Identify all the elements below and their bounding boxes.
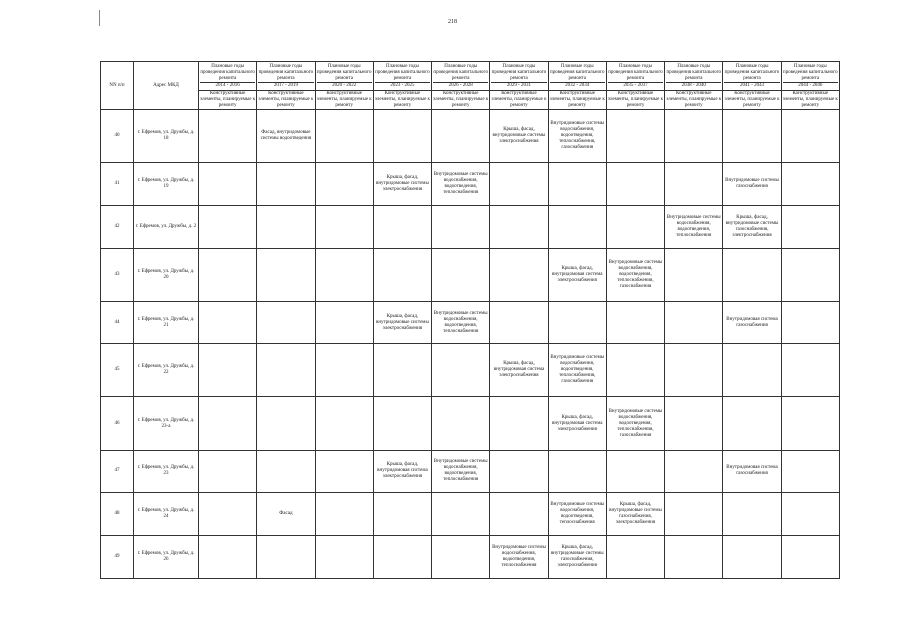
- header-elements-6: Конструктивные элементы, планируемые к ремонту: [491, 91, 547, 108]
- repair-cell: Крыша, фасад, внутридомовая система электроснабжения: [373, 450, 431, 493]
- repair-cell: [548, 163, 606, 206]
- repair-cell: [606, 344, 664, 397]
- header-elements-11: Конструктивные элементы, планируемые к ремонту: [782, 91, 838, 108]
- header-years: 2041 - 2043: [724, 82, 779, 89]
- repair-cell: [257, 163, 315, 206]
- repair-cell: Внутридомовые системы водоснабжения, водоотведения, теплоснабжения, газоснабжения: [548, 344, 606, 397]
- repair-cell: [665, 397, 723, 450]
- repair-cell: [781, 493, 839, 536]
- repair-cell: [723, 397, 781, 450]
- header-period-4: [373, 62, 431, 91]
- repair-cell: [723, 344, 781, 397]
- repair-cell: [665, 248, 723, 301]
- repair-cell: Внутридомовые системы газоснабжения: [723, 163, 781, 206]
- header-elements-5: Конструктивные элементы, планируемые к ремонту: [433, 91, 489, 108]
- repair-cell: [257, 248, 315, 301]
- row-number: 45: [101, 344, 134, 397]
- header-years: 2023 - 2025: [375, 82, 430, 89]
- header-period-8: [606, 62, 664, 91]
- header-period-label: Плановые годы проведения капитального ремонта: [724, 63, 780, 81]
- header-elements-2: Конструктивные элементы, планируемые к ремонту: [258, 91, 314, 108]
- repair-cell: Внутридомовые системы водоснабжения, водоотведения, теплоснабжения: [432, 450, 490, 493]
- row-number: 40: [101, 110, 134, 163]
- repair-cell: Крыша, фасад, внутридомовые системы электроснабжения: [490, 110, 548, 163]
- header-years: 2032 - 2034: [550, 82, 605, 89]
- repair-cell: [199, 450, 257, 493]
- header-years: 2020 - 2022: [317, 82, 372, 89]
- repair-cell: Крыша, фасад, внутридомовая система электроснабжения: [490, 344, 548, 397]
- repair-cell: Внутридомовые системы водоснабжения, водоотведения, теплоснабжения: [548, 493, 606, 536]
- repair-cell: [373, 344, 431, 397]
- table-period-row: [101, 91, 840, 110]
- row-number: 49: [101, 536, 134, 579]
- header-years: 2017 - 2019: [258, 82, 313, 89]
- repair-cell: [199, 248, 257, 301]
- header-period-9: [665, 62, 723, 91]
- repair-cell: [490, 397, 548, 450]
- repair-cell: [490, 248, 548, 301]
- row-address: г. Ефремов, ул. Дружбы, д. 2: [134, 205, 199, 248]
- repair-cell: [781, 344, 839, 397]
- repair-cell: [781, 301, 839, 344]
- repair-cell: [199, 536, 257, 579]
- repair-cell: [781, 205, 839, 248]
- header-elements-9: Конструктивные элементы, планируемые к ремонту: [666, 91, 722, 108]
- header-period-10: [723, 62, 781, 91]
- header-years: 2035 - 2037: [608, 82, 663, 89]
- header-period-label: Плановые годы проведения капитального ремонта: [491, 63, 547, 81]
- header-period-11: [781, 62, 839, 91]
- row-address: г. Ефремов, ул. Дружбы, д. 18: [134, 110, 199, 163]
- header-num: NN п/п: [101, 62, 134, 110]
- repair-cell: Крыша, фасад, внутридомовые системы газоснабжения, электроснабжения: [723, 205, 781, 248]
- row-number: 46: [101, 397, 134, 450]
- repair-cell: Крыша, фасад, внутридомовые системы газоснабжения, электроснабжения: [548, 536, 606, 579]
- repair-cell: Внутридомовые системы водоснабжения, водоотведения, теплоснабжения, газоснабжения: [606, 248, 664, 301]
- repair-cell: [257, 450, 315, 493]
- repair-cell: [432, 205, 490, 248]
- repair-cell: Внутридомовые системы водоснабжения, водоотведения, теплоснабжения: [432, 301, 490, 344]
- repair-cell: Внутридомовая система газоснабжения: [723, 450, 781, 493]
- repair-cell: [373, 110, 431, 163]
- repair-cell: [548, 450, 606, 493]
- repair-cell: [665, 110, 723, 163]
- header-years: 2014 - 2016: [200, 82, 255, 89]
- repair-cell: [315, 344, 373, 397]
- repair-cell: [781, 248, 839, 301]
- header-period-label: Плановые годы проведения капитального ремонта: [433, 63, 488, 81]
- header-period-2: [257, 62, 315, 91]
- repair-cell: [199, 344, 257, 397]
- repair-cell: [315, 493, 373, 536]
- header-period-label: Плановые годы проведения капитального ремонта: [666, 63, 722, 81]
- header-period-label: Плановые годы проведения капитального ремонта: [608, 63, 663, 81]
- header-elements-3: Конструктивные элементы, планируемые к ремонту: [316, 91, 372, 108]
- repair-cell: [373, 397, 431, 450]
- capital-repair-plan-table: [100, 61, 840, 579]
- header-period-label: Плановые годы проведения капитального ремонта: [316, 63, 372, 81]
- row-address: г. Ефремов, ул. Дружбы, д. 23: [134, 450, 199, 493]
- repair-cell: [606, 163, 664, 206]
- repair-cell: [315, 163, 373, 206]
- repair-cell: [781, 450, 839, 493]
- table-row: [101, 493, 840, 536]
- repair-cell: [606, 536, 664, 579]
- repair-cell: [315, 248, 373, 301]
- header-elements-7: Конструктивные элементы, планируемые к ремонту: [549, 91, 605, 108]
- row-number: 41: [101, 163, 134, 206]
- repair-cell: [315, 536, 373, 579]
- repair-cell: [606, 110, 664, 163]
- repair-cell: [723, 536, 781, 579]
- table-row: [101, 110, 840, 163]
- header-years: 2029 - 2031: [491, 82, 546, 89]
- repair-cell: [257, 397, 315, 450]
- repair-cell: Фасад: [257, 493, 315, 536]
- repair-cell: [490, 493, 548, 536]
- repair-cell: [432, 536, 490, 579]
- header-years: 2038 - 2040: [666, 82, 721, 89]
- repair-cell: [665, 163, 723, 206]
- repair-cell: [548, 205, 606, 248]
- repair-cell: [490, 450, 548, 493]
- repair-cell: [199, 110, 257, 163]
- repair-cell: [373, 536, 431, 579]
- repair-cell: [781, 163, 839, 206]
- repair-cell: [432, 110, 490, 163]
- repair-cell: [490, 205, 548, 248]
- header-period-label: Плановые годы проведения капитального ремонта: [375, 63, 430, 81]
- repair-cell: [432, 248, 490, 301]
- header-period-3: [315, 62, 373, 91]
- repair-cell: [781, 397, 839, 450]
- table-row: [101, 536, 840, 579]
- repair-cell: Крыша, фасад, внутридомовые системы газоснабжения, электроснабжения: [606, 493, 664, 536]
- table-header-row: [101, 62, 840, 91]
- header-period-label: Плановые годы проведения капитального ремонта: [258, 63, 314, 81]
- repair-cell: [665, 344, 723, 397]
- repair-cell: [432, 493, 490, 536]
- repair-cell: Внутридомовые системы водоснабжения, водоотведения, теплоснабжения: [432, 163, 490, 206]
- header-period-5: [432, 62, 490, 91]
- repair-cell: [606, 301, 664, 344]
- repair-cell: [665, 450, 723, 493]
- repair-cell: [257, 301, 315, 344]
- header-period-6: [490, 62, 548, 91]
- repair-cell: [315, 205, 373, 248]
- repair-cell: [315, 301, 373, 344]
- repair-cell: Внутридомовые системы водоснабжения, водоотведения, теплоснабжения, газоснабжения: [548, 110, 606, 163]
- repair-cell: [490, 301, 548, 344]
- header-elements-4: Конструктивные элементы, планируемые к ремонту: [374, 91, 430, 108]
- repair-cell: Внутридомовая система газоснабжения: [723, 301, 781, 344]
- header-period-label: Плановые годы проведения капитального ремонта: [549, 63, 605, 81]
- repair-cell: [432, 344, 490, 397]
- repair-cell: [432, 397, 490, 450]
- table-row: [101, 344, 840, 397]
- header-elements-1: Конструктивные элементы, планируемые к ремонту: [200, 91, 256, 108]
- repair-cell: Внутридомовые системы водоснабжения, водоотведения, теплоснабжения: [665, 205, 723, 248]
- table-row: [101, 301, 840, 344]
- repair-cell: [315, 110, 373, 163]
- row-address: г. Ефремов, ул. Дружбы, д. 24: [134, 493, 199, 536]
- table-row: [101, 205, 840, 248]
- repair-cell: Крыша, фасад, внутридомовая система электроснабжения: [548, 397, 606, 450]
- repair-cell: [665, 536, 723, 579]
- header-period-7: [548, 62, 606, 91]
- row-number: 47: [101, 450, 134, 493]
- row-number: 48: [101, 493, 134, 536]
- repair-cell: [490, 163, 548, 206]
- header-address: Адрес МКД: [134, 62, 199, 110]
- repair-cell: [781, 536, 839, 579]
- repair-cell: [199, 493, 257, 536]
- repair-cell: Крыша, фасад, внутридомовые системы электроснабжения: [373, 163, 431, 206]
- repair-cell: [199, 205, 257, 248]
- header-period-label: Плановые годы проведения капитального ремонта: [200, 63, 255, 81]
- row-address: г. Ефремов, ул. Дружбы, д. 23-а: [134, 397, 199, 450]
- repair-cell: [665, 493, 723, 536]
- table-row: [101, 397, 840, 450]
- repair-cell: [548, 301, 606, 344]
- row-address: г. Ефремов, ул. Дружбы, д. 21: [134, 301, 199, 344]
- header-years: 2044 - 2046: [783, 82, 838, 89]
- row-number: 44: [101, 301, 134, 344]
- repair-cell: [315, 397, 373, 450]
- row-address: г. Ефремов, ул. Дружбы, д. 22: [134, 344, 199, 397]
- repair-cell: Крыша, фасад, внутридомовые системы электроснабжения: [373, 301, 431, 344]
- row-address: г. Ефремов, ул. Дружбы, д. 26: [134, 536, 199, 579]
- table-row: [101, 450, 840, 493]
- repair-cell: [315, 450, 373, 493]
- repair-cell: [199, 163, 257, 206]
- table-row: [101, 248, 840, 301]
- repair-cell: [257, 344, 315, 397]
- repair-cell: Крыша, фасад, внутридомовая система электроснабжения: [548, 248, 606, 301]
- header-years: 2026 - 2028: [433, 82, 488, 89]
- repair-cell: [373, 205, 431, 248]
- header-period-1: [199, 62, 257, 91]
- repair-cell: [373, 493, 431, 536]
- repair-cell: [257, 536, 315, 579]
- repair-cell: [781, 110, 839, 163]
- repair-cell: [606, 205, 664, 248]
- header-period-label: Плановые годы проведения капитального ремонта: [783, 63, 838, 81]
- repair-cell: [723, 493, 781, 536]
- repair-cell: Внутридомовые системы водоснабжения, водоотведения, теплоснабжения, газоснабжения: [606, 397, 664, 450]
- page-number: 218: [448, 19, 457, 25]
- repair-cell: [723, 110, 781, 163]
- row-address: г. Ефремов, ул. Дружбы, д. 19: [134, 163, 199, 206]
- repair-cell: [665, 301, 723, 344]
- repair-cell: [373, 248, 431, 301]
- repair-cell: [723, 248, 781, 301]
- repair-cell: [199, 397, 257, 450]
- table-row: [101, 163, 840, 206]
- row-address: г. Ефремов, ул. Дружбы, д. 20: [134, 248, 199, 301]
- repair-cell: Фасад, внутридомовые системы водоотведения: [257, 110, 315, 163]
- header-elements-8: Конструктивные элементы, планируемые к ремонту: [607, 91, 664, 108]
- row-number: 42: [101, 205, 134, 248]
- repair-cell: [199, 301, 257, 344]
- repair-cell: [606, 450, 664, 493]
- repair-cell: Внутридомовые системы водоснабжения, водоотведения, теплоснабжения: [490, 536, 548, 579]
- header-elements-10: Конструктивные элементы, планируемые к ремонту: [724, 91, 780, 108]
- row-number: 43: [101, 248, 134, 301]
- repair-cell: [257, 205, 315, 248]
